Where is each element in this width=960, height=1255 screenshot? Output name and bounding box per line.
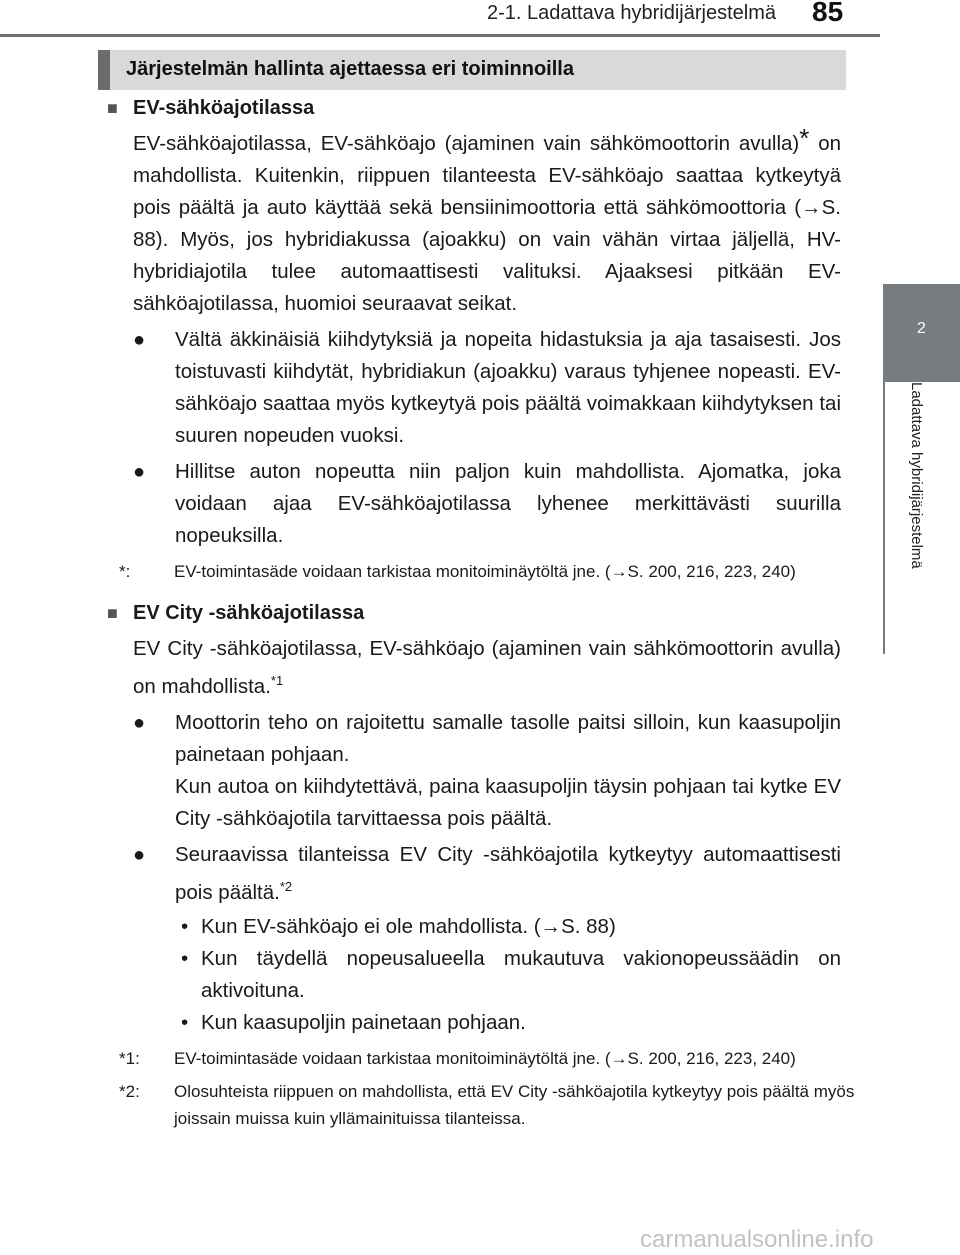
square-bullet-icon: ■ [107,603,118,623]
subheading-ev-mode [107,92,841,124]
footnote-text: EV-toimintasäde voidaan tarkistaa monitoiminäytöltä jne. (→S. 200, 216, 223, 240) [174,562,796,581]
footnote-mark: *2: [119,1081,140,1101]
sub-list-item: • Kun täydellä nopeusalueella mukautuva vakionopeussäädin on aktivoituna. [175,943,841,1007]
section-title: Järjestelmän hallinta ajettaessa eri toiminnoilla [126,58,574,80]
ev-city-paragraph [133,633,841,703]
footnote-mark: *: [119,562,131,581]
side-tab-number: 2 [917,320,926,337]
bullet-text-continued: Kun autoa on kiihdytettävä, paina kaasupoljin täysin pohjaan tai kytke EV City -sähköajotila tarvittaessa pois päältä. [175,774,841,830]
square-bullet-icon: ■ [107,98,118,118]
ev-mode-paragraph [133,123,842,320]
bullet-dot-icon: ● [133,329,146,351]
footnote-ref: *2 [279,878,293,894]
side-tab [883,284,960,382]
sub-list-item: • Kun kaasupoljin painetaan pohjaan. [175,1007,841,1039]
footnote [119,558,864,585]
sub-list [175,911,841,1039]
ev-city-paragraph-text: EV City -sähköajotilassa, EV-sähköajo (ajaminen vain sähkömoottorin avulla) on mahdollista. [133,637,841,698]
footnote [119,1078,864,1132]
bullet-item [133,456,841,552]
bullet-item [133,839,841,909]
footnote-text: EV-toimintasäde voidaan tarkistaa monitoiminäytöltä jne. (→S. 200, 216, 223, 240) [174,1048,796,1068]
section-title-bar [98,50,846,90]
footnote-ref: *1 [270,673,284,688]
bullet-dot-icon: ● [133,843,146,866]
ev-mode-paragraph-part1: EV-sähköajotilassa, EV-sähköajo (ajaminen vain sähkömoottorin avulla) [133,132,800,155]
bullet-text: Vältä äkkinäisiä kiihdytyksiä ja nopeita hidastuksia ja aja tasaisesti. Jos toistuvasti kiihdytät, hybridiakun (ajoakku) varaus tyhjenee nopeasti. EV-sähköajo saattaa myös kytkeytyä pois päältä voimakkaan kiihdytyksen tai suuren nopeuden vuoksi. [175,328,841,447]
subheading-ev-city-mode-text: EV City -sähköajotilassa [133,602,365,624]
sub-list-item: • Kun EV-sähköajo ei ole mahdollista. (→S. 88) [175,911,841,943]
footnote-star: * [799,123,810,153]
bullet-text: Hillitse auton nopeutta niin paljon kuin mahdollista. Ajomatka, joka voidaan ajaa EV-sähköajotilassa lyhenee merkittävästi suurilla nopeuksilla. [175,460,841,547]
footnote-mark: *1: [119,1048,140,1068]
header-rule [0,34,880,37]
page-number: 85 [812,0,844,27]
side-tab-label: Ladattava hybridijärjestelmä [908,382,925,569]
footnote [119,1045,864,1072]
bullet-dot-icon: ● [133,711,146,734]
subheading-ev-mode-text: EV-sähköajotilassa [133,97,315,119]
header-chapter-title: 2-1. Ladattava hybridijärjestelmä [486,2,776,24]
ev-mode-paragraph-part2: on mahdollista. Kuitenkin, riippuen tilanteesta EV-sähköajo saattaa kytkeytyä pois päältä ja auto käyttää sekä bensiinimoottoria että sähkömoottoria (→S. 88). Myös, jos hybridiakussa (ajoakku) on vain vähän virtaa jäljellä, HV-hybridiajotila tulee automaattisesti valituksi. Ajaaksesi pitkään EV-sähköajotilassa, huomioi seuraavat seikat. [133,132,842,315]
content [107,92,855,1132]
bullet-text: Seuraavissa tilanteissa EV City -sähköajotila kytkeytyy automaattisesti pois päältä. [175,842,841,904]
footnote-text: Olosuhteista riippuen on mahdollista, että EV City -sähköajotila kytkeytyy pois päältä myös joissain muissa kuin yllämainituissa tilanteissa. [174,1081,855,1128]
bullet-item [133,707,841,835]
subheading-ev-city-mode [107,597,841,629]
bullet-dot-icon: ● [133,461,146,483]
watermark: carmanualsonline.info [640,1226,874,1253]
bullet-item [133,324,841,452]
bullet-text: Moottorin teho on rajoitettu samalle tasolle paitsi silloin, kun kaasupoljin painetaan pohjaan. [175,710,841,766]
